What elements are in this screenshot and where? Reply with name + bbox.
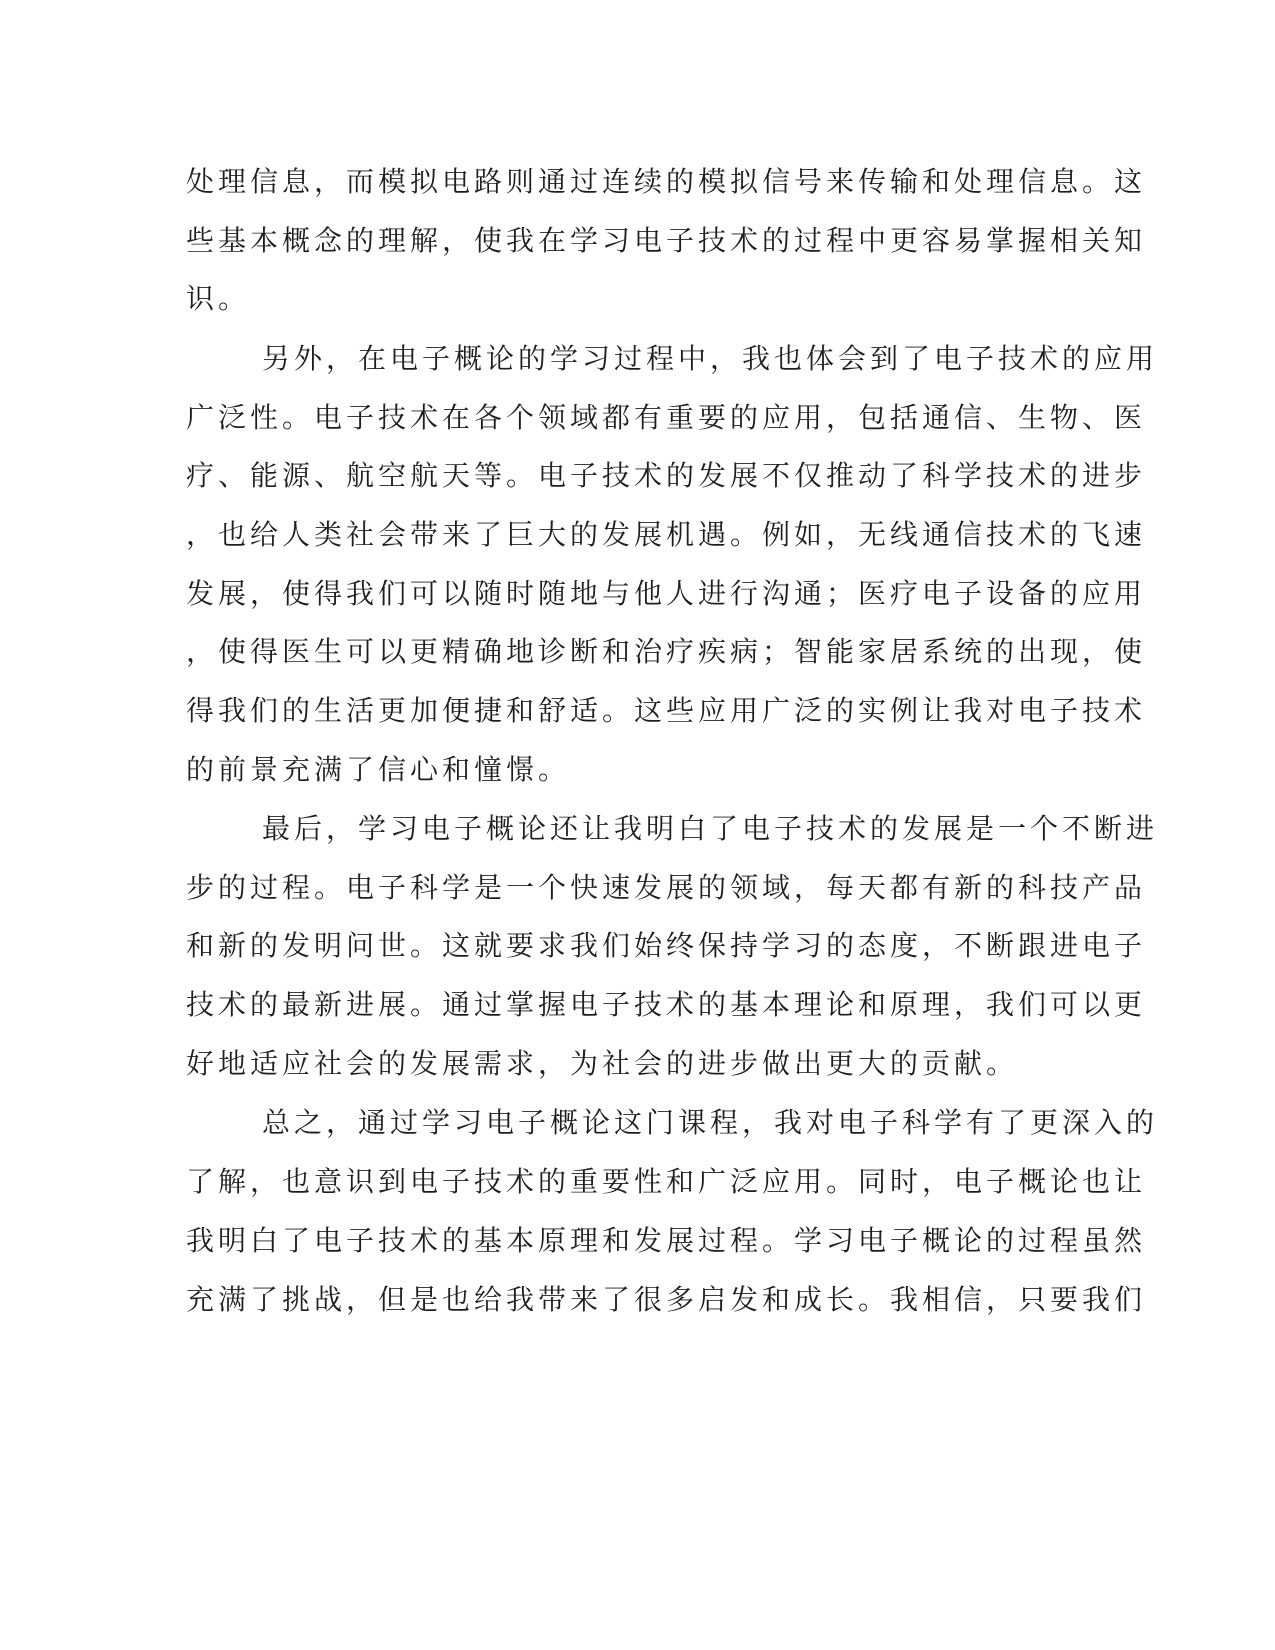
- text-line: 广泛性。电子技术在各个领域都有重要的应用，包括通信、生物、医: [186, 401, 1147, 434]
- text-line: 识。: [186, 282, 251, 315]
- text-line: 得我们的生活更加便捷和舒适。这些应用广泛的实例让我对电子技术: [186, 694, 1147, 727]
- paragraph-start-line: 最后，学习电子概论还让我明白了电子技术的发展是一个不断进: [262, 812, 1159, 845]
- text-line: 些基本概念的理解，使我在学习电子技术的过程中更容易掌握相关知: [186, 224, 1147, 257]
- text-line: 和新的发明问世。这就要求我们始终保持学习的态度，不断跟进电子: [186, 929, 1147, 962]
- text-line: 处理信息，而模拟电路则通过连续的模拟信号来传输和处理信息。这: [186, 165, 1147, 198]
- paragraph-start-line: 总之，通过学习电子概论这门课程，我对电子科学有了更深入的: [262, 1106, 1159, 1139]
- text-line: 技术的最新进展。通过掌握电子技术的基本理论和原理，我们可以更: [186, 988, 1147, 1021]
- paragraph-start-line: 另外，在电子概论的学习过程中，我也体会到了电子技术的应用: [262, 342, 1159, 375]
- text-line: 疗、能源、航空航天等。电子技术的发展不仅推动了科学技术的进步: [186, 459, 1147, 492]
- text-line: 了解，也意识到电子技术的重要性和广泛应用。同时，电子概论也让: [186, 1165, 1147, 1198]
- text-line: 步的过程。电子科学是一个快速发展的领域，每天都有新的科技产品: [186, 871, 1147, 904]
- text-line: 充满了挑战，但是也给我带来了很多启发和成长。我相信，只要我们: [186, 1283, 1147, 1316]
- text-line: ，使得医生可以更精确地诊断和治疗疾病；智能家居系统的出现，使: [186, 635, 1147, 668]
- text-line: 好地适应社会的发展需求，为社会的进步做出更大的贡献。: [186, 1047, 1019, 1080]
- text-line: 我明白了电子技术的基本原理和发展过程。学习电子概论的过程虽然: [186, 1224, 1147, 1257]
- text-line: 发展，使得我们可以随时随地与他人进行沟通；医疗电子设备的应用: [186, 577, 1147, 610]
- text-line: ，也给人类社会带来了巨大的发展机遇。例如，无线通信技术的飞速: [186, 518, 1147, 551]
- text-line: 的前景充满了信心和憧憬。: [186, 753, 571, 786]
